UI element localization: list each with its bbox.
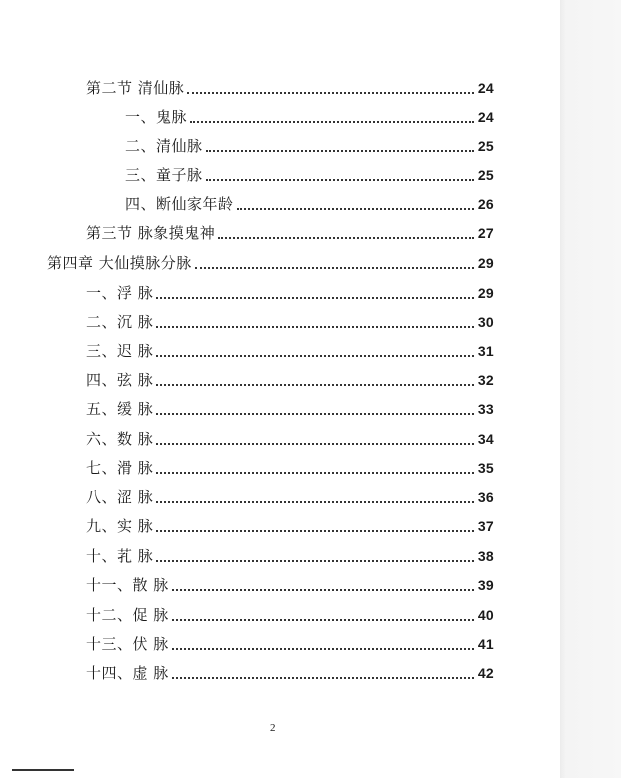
- toc-entry[interactable]: [125, 99, 494, 127]
- toc-entry-page: 29: [477, 255, 494, 271]
- toc-entry-page: 25: [477, 167, 494, 183]
- toc-entry[interactable]: [86, 362, 494, 390]
- toc-entry-page: 31: [477, 343, 494, 359]
- toc-entry-title: 三、迟 脉: [86, 342, 154, 360]
- toc-entry-title: 四、断仙家年龄: [125, 195, 234, 213]
- toc-entry[interactable]: [86, 479, 494, 507]
- toc-entry-title: 十二、促 脉: [86, 606, 169, 624]
- toc-entry[interactable]: [47, 245, 494, 273]
- dot-leader: [156, 528, 474, 532]
- toc-entry[interactable]: [86, 421, 494, 449]
- toc-entry-page: 37: [477, 518, 494, 534]
- dot-leader: [156, 324, 474, 328]
- toc-entry-page: 39: [477, 577, 494, 593]
- dot-leader: [206, 177, 474, 181]
- toc-entry-title: 第三节 脉象摸鬼神: [86, 224, 216, 242]
- toc-entry-page: 33: [477, 401, 494, 417]
- toc-entry-title: 三、童子脉: [125, 166, 203, 184]
- dot-leader: [156, 411, 474, 415]
- toc-entry-page: 29: [477, 285, 494, 301]
- toc-entry-title: 一、浮 脉: [86, 284, 154, 302]
- dot-leader: [156, 558, 474, 562]
- dot-leader: [172, 617, 474, 621]
- toc-entry-page: 30: [477, 314, 494, 330]
- toc-entry-page: 42: [477, 665, 494, 681]
- toc-entry-page: 40: [477, 607, 494, 623]
- toc-entry[interactable]: [86, 275, 494, 303]
- toc-entry-title: 十、芤 脉: [86, 547, 154, 565]
- toc-entry-page: 24: [477, 80, 494, 96]
- dot-leader: [172, 646, 474, 650]
- dot-leader: [190, 119, 474, 123]
- dot-leader: [156, 382, 474, 386]
- toc-entry-title: 九、实 脉: [86, 517, 154, 535]
- toc-entry-page: 38: [477, 548, 494, 564]
- toc-entry-title: 十一、散 脉: [86, 576, 169, 594]
- toc-entry[interactable]: [86, 391, 494, 419]
- toc-entry-title: 四、弦 脉: [86, 371, 154, 389]
- toc-entry-page: 36: [477, 489, 494, 505]
- toc-entry-title: 五、缓 脉: [86, 400, 154, 418]
- toc-entry-page: 41: [477, 636, 494, 652]
- toc-entry-title: 十四、虚 脉: [86, 664, 169, 682]
- toc-entry-title: 一、鬼脉: [125, 108, 188, 126]
- toc-entry[interactable]: [125, 128, 494, 156]
- dot-leader: [187, 90, 474, 94]
- toc-entry-page: 24: [477, 109, 494, 125]
- toc-entry-title: 第四章 大仙摸脉分脉: [47, 254, 192, 272]
- toc-entry-title: 十三、伏 脉: [86, 635, 169, 653]
- toc-entry-title: 七、滑 脉: [86, 459, 154, 477]
- toc-entry[interactable]: [86, 333, 494, 361]
- toc-entry[interactable]: [86, 597, 494, 625]
- toc-entry[interactable]: [86, 450, 494, 478]
- toc-entry[interactable]: [86, 655, 494, 683]
- toc-entry-title: 八、涩 脉: [86, 488, 154, 506]
- toc-entry[interactable]: [86, 304, 494, 332]
- toc-entry-title: 二、沉 脉: [86, 313, 154, 331]
- toc-entry-page: 26: [477, 196, 494, 212]
- page-edge-shadow: [560, 0, 621, 778]
- toc-entry[interactable]: [86, 626, 494, 654]
- scan-artifact-line: [12, 769, 74, 771]
- toc-entry[interactable]: [86, 538, 494, 566]
- toc-entry-title: 二、清仙脉: [125, 137, 203, 155]
- page-number: 2: [270, 722, 276, 734]
- toc-entry-title: 六、数 脉: [86, 430, 154, 448]
- toc-entry[interactable]: [125, 186, 494, 214]
- dot-leader: [172, 675, 474, 679]
- dot-leader: [156, 353, 474, 357]
- dot-leader: [156, 295, 474, 299]
- toc-entry-page: 27: [477, 225, 494, 241]
- toc-entry-page: 25: [477, 138, 494, 154]
- toc-entry-page: 35: [477, 460, 494, 476]
- dot-leader: [156, 499, 474, 503]
- toc-entry[interactable]: [86, 567, 494, 595]
- toc-entry[interactable]: [86, 215, 494, 243]
- toc-entry-page: 32: [477, 372, 494, 388]
- dot-leader: [237, 206, 474, 210]
- dot-leader: [156, 441, 474, 445]
- dot-leader: [218, 235, 474, 239]
- dot-leader: [195, 265, 474, 269]
- toc-entry-title: 第二节 清仙脉: [86, 79, 185, 97]
- dot-leader: [156, 470, 474, 474]
- dot-leader: [172, 587, 474, 591]
- toc-entry[interactable]: [86, 70, 494, 98]
- toc-entry[interactable]: [86, 508, 494, 536]
- toc-entry[interactable]: [125, 157, 494, 185]
- toc-entry-page: 34: [477, 431, 494, 447]
- dot-leader: [206, 148, 474, 152]
